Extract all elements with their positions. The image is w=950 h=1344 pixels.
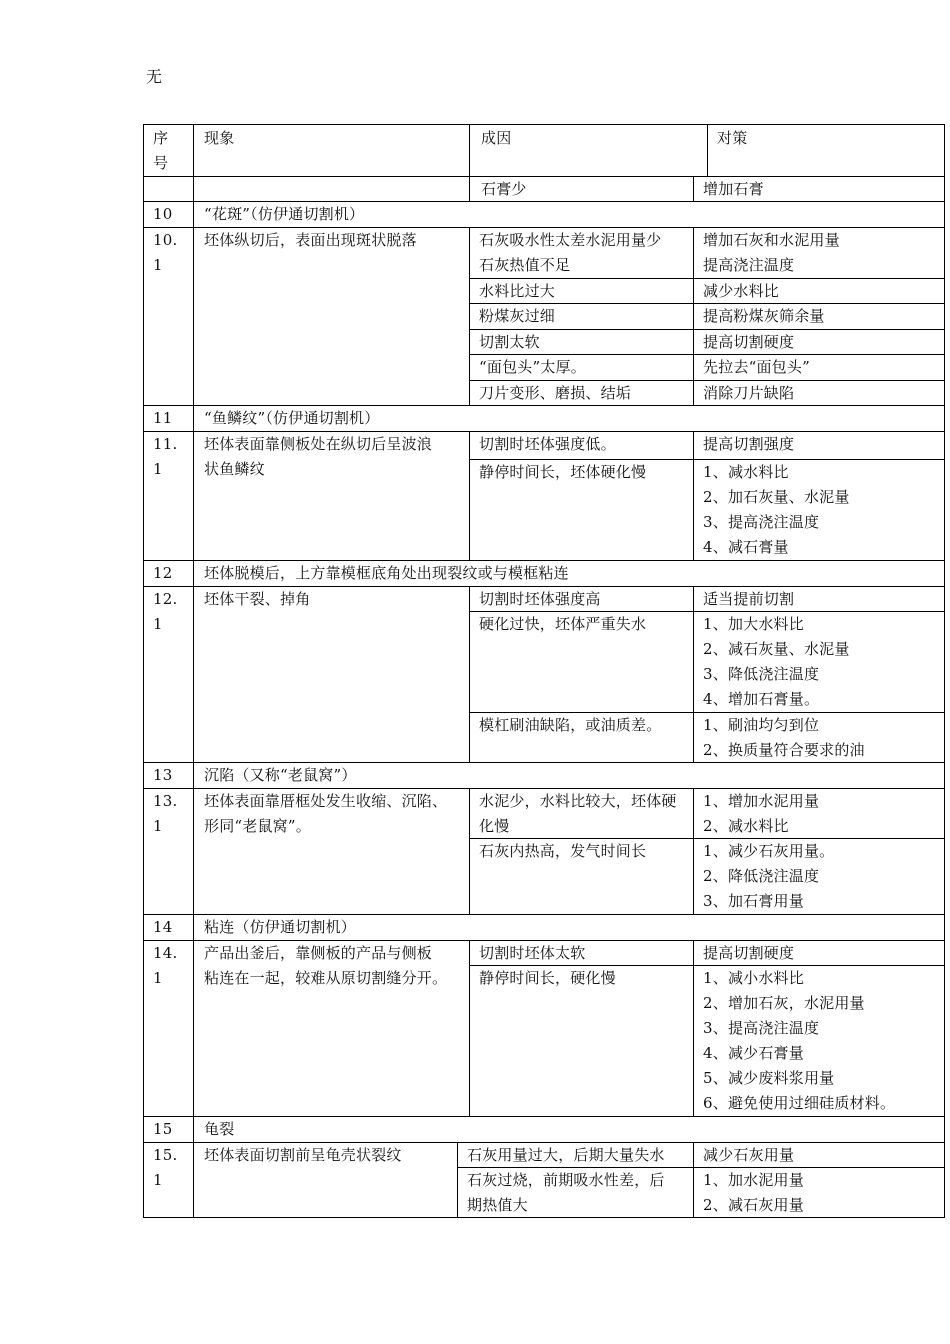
table-rule (143, 124, 144, 1217)
cause-cell: 静停时间长，坯体硬化慢 (479, 463, 647, 481)
item-no: 15. 1 (153, 1146, 178, 1189)
section-no: 10 (153, 205, 173, 223)
header-no: 序 号 (153, 129, 169, 172)
header-cause: 成因 (481, 129, 512, 147)
measure-cell: 增加石灰和水泥用量 提高浇注温度 (703, 231, 840, 274)
phenomenon-cell: 产品出釜后，靠侧板的产品与侧板 粘连在一起，较难从原切割缝分开。 (204, 944, 448, 987)
section-no: 14 (153, 918, 173, 936)
cause-cell: 石膏少 (481, 180, 527, 198)
item-no: 11. 1 (153, 435, 178, 478)
table-rule (469, 940, 470, 1116)
table-rule (693, 586, 694, 762)
cause-cell: 切割时坯体强度低。 (479, 435, 616, 453)
measure-cell: 减少石灰用量 (703, 1146, 795, 1164)
table-rule (693, 1142, 694, 1217)
table-rule (193, 124, 194, 1217)
cause-cell: 静停时间长，硬化慢 (479, 969, 616, 987)
page-label: 无 (146, 67, 163, 86)
measure-cell: 先拉去“面包头” (703, 358, 810, 376)
table-rule (143, 1116, 945, 1117)
table-rule (457, 1142, 458, 1217)
cause-cell: 石灰用量过大，后期大量失水 (467, 1146, 665, 1164)
measure-cell: 提高切割硬度 (703, 333, 795, 351)
section-no: 12 (153, 564, 173, 582)
cause-cell: 石灰内热高，发气时间长 (479, 842, 647, 860)
measure-cell: 提高切割强度 (703, 435, 795, 453)
phenomenon-cell: 坯体表面切割前呈龟壳状裂纹 (204, 1146, 402, 1164)
table-rule (944, 124, 945, 1217)
section-no: 15 (153, 1120, 173, 1138)
cause-cell: 切割时坯体强度高 (479, 590, 601, 608)
item-no: 10. 1 (153, 231, 178, 274)
measure-cell: 1、加大水料比 2、减石灰量、水泥量 3、降低浇注温度 4、增加石膏量。 (703, 615, 850, 708)
measure-cell: 1、刷油均匀到位 2、换质量符合要求的油 (703, 716, 865, 759)
section-title: 坯体脱模后，上方靠模框底角处出现裂纹或与模框粘连 (204, 564, 569, 582)
section-title: “鱼鳞纹”（仿伊通切割机） (204, 409, 380, 427)
table-rule (693, 227, 694, 405)
table-rule (469, 431, 470, 560)
measure-cell: 消除刀片缺陷 (703, 384, 795, 402)
cause-cell: 水泥少，水料比较大，坯体硬 化慢 (479, 792, 677, 835)
section-title: 沉陷（又称“老鼠窝”） (204, 766, 357, 784)
header-measure: 对策 (717, 129, 748, 147)
section-no: 13 (153, 766, 173, 784)
phenomenon-cell: 坯体表面靠厝框处发生收缩、沉陷、 形同“老鼠窝”。 (204, 792, 448, 835)
table-rule (707, 124, 708, 176)
table-rule (469, 788, 470, 914)
measure-cell: 增加石膏 (703, 180, 764, 198)
cause-cell: 刀片变形、磨损、结垢 (479, 384, 632, 402)
table-rule (693, 788, 694, 914)
measure-cell: 1、减水料比 2、加石灰量、水泥量 3、提高浇注温度 4、减石膏量 (703, 463, 850, 556)
section-title: 粘连（仿伊通切割机） (204, 918, 357, 936)
cause-cell: 粉煤灰过细 (479, 307, 556, 325)
cause-cell: 切割时坯体太软 (479, 944, 586, 962)
phenomenon-cell: 坯体表面靠侧板处在纵切后呈波浪 状鱼鳞纹 (204, 435, 433, 478)
phenomenon-cell: 坯体干裂、掉角 (204, 590, 311, 608)
phenomenon-cell: 坯体纵切后，表面出现斑状脱落 (204, 231, 417, 249)
table-rule (143, 124, 945, 125)
item-no: 14. 1 (153, 944, 178, 987)
section-title: 龟裂 (204, 1120, 235, 1138)
item-no: 12. 1 (153, 590, 178, 633)
table-rule (469, 124, 470, 201)
section-no: 11 (153, 409, 173, 427)
cause-cell: 硬化过快，坯体严重失水 (479, 615, 647, 633)
cause-cell: “面包头”太厚。 (479, 358, 586, 376)
table-rule (693, 176, 694, 201)
cause-cell: 切割太软 (479, 333, 540, 351)
cause-cell: 石灰吸水性太差水泥用量少 石灰热值不足 (479, 231, 662, 274)
measure-cell: 提高切割硬度 (703, 944, 795, 962)
measure-cell: 适当提前切割 (703, 590, 795, 608)
cause-cell: 水料比过大 (479, 282, 556, 300)
measure-cell: 1、增加水泥用量 2、减水料比 (703, 792, 820, 835)
measure-cell: 减少水料比 (703, 282, 780, 300)
table-rule (693, 940, 694, 1116)
cause-cell: 模杠刷油缺陷，或油质差。 (479, 716, 662, 734)
item-no: 13. 1 (153, 792, 178, 835)
table-rule (693, 431, 694, 560)
measure-cell: 1、减少石灰用量。 2、降低浇注温度 3、加石膏用量 (703, 842, 835, 910)
table-rule (469, 586, 470, 762)
table-rule (143, 176, 945, 177)
measure-cell: 1、加水泥用量 2、减石灰用量 (703, 1171, 804, 1214)
section-title: “花斑”（仿伊通切割机） (204, 205, 365, 223)
measure-cell: 提高粉煤灰筛余量 (703, 307, 825, 325)
cause-cell: 石灰过烧，前期吸水性差，后 期热值大 (467, 1171, 665, 1214)
measure-cell: 1、减小水料比 2、增加石灰，水泥用量 3、提高浇注温度 4、减少石膏量 5、减少废料浆用量 6、避免使用过细硅质材料。 (703, 969, 896, 1112)
table-rule (469, 227, 470, 405)
header-phenomenon: 现象 (204, 129, 235, 147)
